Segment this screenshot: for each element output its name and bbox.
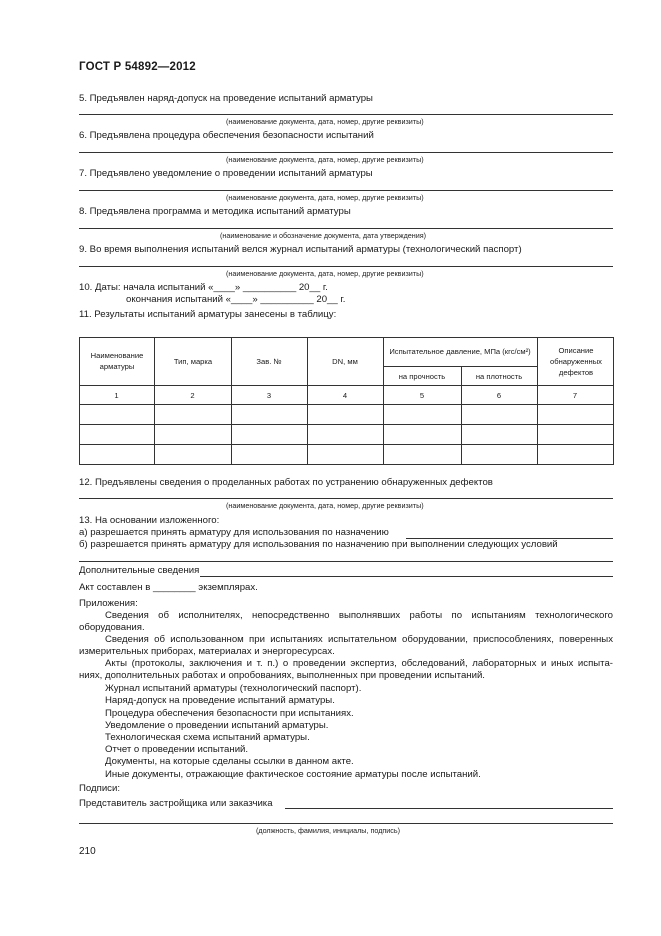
caption: (наименование и обозначение документа, дата утверждения)	[220, 231, 427, 240]
fill-line[interactable]	[79, 190, 613, 191]
col-number: 7	[572, 391, 578, 400]
caption: (наименование документа, дата, номер, другие реквизиты)	[226, 155, 424, 164]
item-12: 12. Предъявлены сведения о проделанных работах по устранению обнаруженных дефектов	[79, 477, 493, 488]
signature-line[interactable]	[79, 823, 613, 824]
fill-line[interactable]	[79, 561, 613, 562]
col-header-serial: Зав. №	[256, 356, 282, 366]
appendix-5: Наряд-допуск на проведение испытаний арматуры.	[105, 695, 335, 706]
appendix-11: Иные документы, отражающие фактическое состояние арматуры после испытаний.	[105, 769, 481, 780]
caption: (наименование документа, дата, номер, другие реквизиты)	[226, 193, 424, 202]
fill-line[interactable]	[79, 152, 613, 153]
col-header-name: Наименование арматуры	[90, 351, 144, 371]
page-number: 210	[79, 846, 96, 857]
caption: (должность, фамилия, инициалы, подпись)	[256, 826, 401, 835]
col-number: 2	[190, 391, 195, 400]
signature-line[interactable]	[285, 808, 613, 809]
appendix-1: Сведения об исполнителях, непосредственно выполнявших работы по испытаниям технологического	[105, 610, 613, 621]
col-header-type: Тип, марка	[173, 356, 213, 366]
item-7: 7. Предъявлено уведомление о проведении испытаний арматуры	[79, 168, 373, 179]
col-number: 6	[496, 391, 502, 400]
fill-line[interactable]	[79, 114, 613, 115]
appendix-2: Сведения об использованном при испытаниях испытательном оборудовании, приспособлениях, поверенных	[105, 634, 613, 645]
col-number: 5	[419, 391, 425, 400]
appendix-1-cont: оборудования.	[79, 622, 145, 633]
standard-number: ГОСТ Р 54892—2012	[79, 61, 196, 73]
appendix-10: Документы, на которые сделаны ссылки в данном акте.	[105, 756, 354, 767]
caption: (наименование документа, дата, номер, другие реквизиты)	[226, 501, 424, 510]
caption: (наименование документа, дата, номер, другие реквизиты)	[226, 117, 424, 126]
col-number: 4	[342, 391, 348, 400]
item-8: 8. Предъявлена программа и методика испытаний арматуры	[79, 206, 351, 217]
item-9: 9. Во время выполнения испытаний велся журнал испытаний арматуры (технологический паспорт)	[79, 244, 522, 255]
fill-line[interactable]	[79, 266, 613, 267]
appendix-3: Акты (протоколы, заключения и т. п.) о проведении экспертиз, обследований, лабораторных и иных испыта-	[105, 658, 613, 669]
appendix-8: Технологическая схема испытаний арматуры.	[105, 732, 310, 743]
fill-line[interactable]	[79, 498, 613, 499]
appendix-2-cont: измерительных приборах, материалах и энергоресурсах.	[79, 646, 335, 657]
signatures-title: Подписи:	[79, 783, 120, 794]
item-5: 5. Предъявлен наряд-допуск на проведение испытаний арматуры	[79, 93, 373, 104]
fill-line[interactable]	[200, 576, 613, 577]
col-number: 3	[266, 391, 272, 400]
item-6: 6. Предъявлена процедура обеспечения безопасности испытаний	[79, 130, 374, 141]
results-table	[79, 337, 613, 465]
appendix-4: Журнал испытаний арматуры (технологический паспорт).	[105, 683, 362, 694]
extra-info: Дополнительные сведения	[79, 565, 200, 576]
copies: Акт составлен в ________ экземплярах.	[79, 582, 258, 593]
col-header-defects: Описание обнаруженных дефектов	[550, 345, 602, 377]
appendix-title: Приложения:	[79, 598, 138, 609]
appendix-6: Процедура обеспечения безопасности при испытаниях.	[105, 708, 354, 719]
appendix-7: Уведомление о проведении испытаний арматуры.	[105, 720, 329, 731]
col-header-dn: DN, мм	[332, 356, 358, 366]
col-number: 1	[114, 391, 119, 400]
item-11: 11. Результаты испытаний арматуры занесены в таблицу:	[79, 309, 337, 320]
col-header-tightness: на плотность	[475, 371, 523, 381]
appendix-9: Отчет о проведении испытаний.	[105, 744, 249, 755]
item-13: 13. На основании изложенного:	[79, 515, 220, 526]
item-13a: а) разрешается принять арматуру для использования по назначению	[79, 527, 389, 538]
item-13b: б) разрешается принять арматуру для использования по назначению при выполнении следующих условий	[79, 539, 558, 550]
caption: (наименование документа, дата, номер, другие реквизиты)	[226, 269, 424, 278]
item-10-end: окончания испытаний «____» __________ 20__ г.	[126, 294, 346, 305]
appendix-3-cont: ниях, дополнительных работах и опробованиях, выполненных при проведении испытаний.	[79, 670, 485, 681]
item-10-start: 10. Даты: начала испытаний «____» __________ 20__ г.	[79, 282, 328, 293]
customer-representative: Представитель застройщика или заказчика	[79, 798, 273, 809]
fill-line[interactable]	[79, 228, 613, 229]
col-header-strength: на прочность	[398, 371, 446, 381]
col-header-pressure: Испытательное давление, МПа (кгс/см²)	[389, 347, 531, 356]
